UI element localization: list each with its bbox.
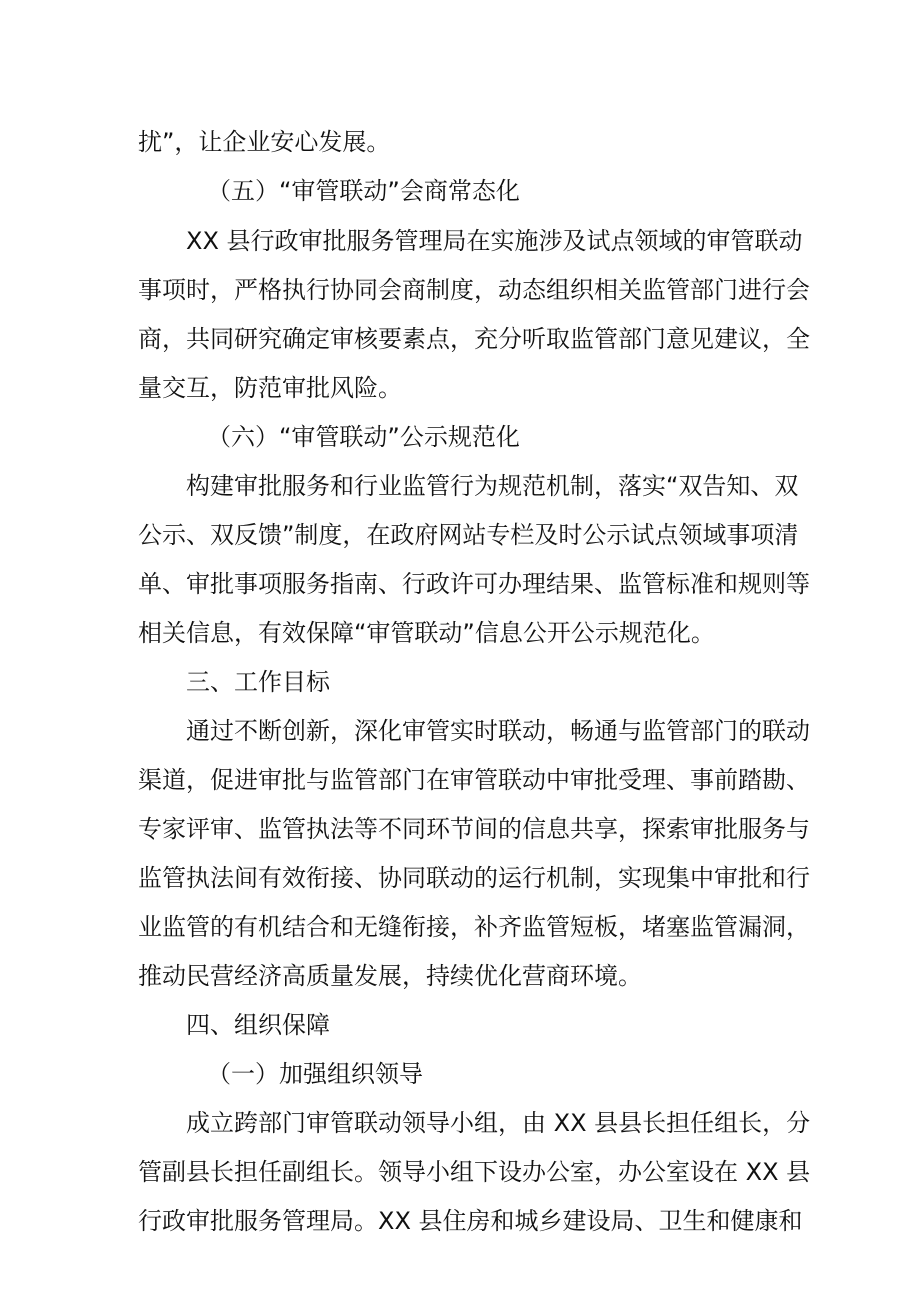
text-line: 业监管的有机结合和无缝衔接，补齐监管短板，堵塞监管漏洞， [138,913,810,941]
text-line: 公示、双反馈”制度，在政府网站专栏及时公示试点领域事项清 [138,521,799,549]
text-line: 管副县长担任副组长。领导小组下设办公室，办公室设在 XX 县 [138,1158,811,1186]
text-line: 量交互，防范审批风险。 [138,374,402,402]
text-line: 单、审批事项服务指南、行政许可办理结果、监管标准和规则等 [138,570,810,598]
text-line: 专家评审、监管执法等不同环节间的信息共享，探索审批服务与 [138,815,810,843]
text-line: 渠道，促进审批与监管部门在审管联动中审批受理、事前踏勘、 [138,766,810,794]
text-line: 行政审批服务管理局。XX 县住房和城乡建设局、卫生和健康和 [138,1207,803,1235]
section-heading: （五）“审管联动”会商常态化 [207,177,520,205]
section-heading: （一）加强组织领导 [207,1060,423,1088]
text-line: 相关信息，有效保障“审管联动”信息公开公示规范化。 [138,619,715,647]
text-line: XX 县行政审批服务管理局在实施涉及试点领域的审管联动 [186,227,803,255]
text-line: 成立跨部门审管联动领导小组，由 XX 县县长担任组长，分 [186,1109,811,1137]
text-line: 商，共同研究确定审核要素点，充分听取监管部门意见建议，全 [138,325,810,353]
section-heading: （六）“审管联动”公示规范化 [207,423,520,451]
section-heading: 四、组织保障 [186,1011,330,1039]
text-line: 事项时，严格执行协同会商制度，动态组织相关监管部门进行会 [138,276,810,304]
text-line: 构建审批服务和行业监管行为规范机制，落实“双告知、双 [186,472,799,500]
text-line: 监管执法间有效衔接、协同联动的运行机制，实现集中审批和行 [138,864,810,892]
section-heading: 三、工作目标 [186,668,330,696]
text-line: 通过不断创新，深化审管实时联动，畅通与监管部门的联动 [186,717,810,745]
text-line: 扰”，让企业安心发展。 [138,128,391,156]
text-line: 推动民营经济高质量发展，持续优化营商环境。 [138,962,642,990]
